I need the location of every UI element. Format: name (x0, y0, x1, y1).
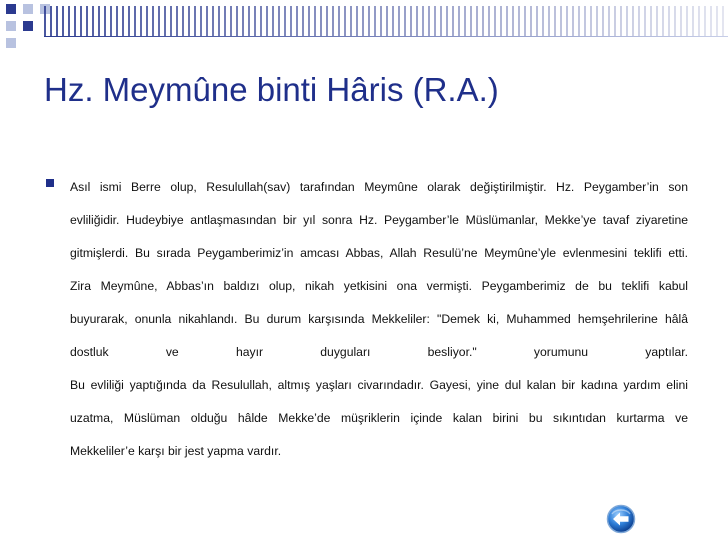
header-stripe-band (44, 6, 728, 36)
body-line: buyurarak, onunla nikahlandı. Bu durum karşısında Mekkeliler: "Demek ki, Muhammed hemşehrilerine hâlâ (70, 312, 688, 326)
body-line: gitmişlerdi. Bu sırada Peygamberimiz’in amcası Abbas, Allah Resulü’ne Meymûne’yle evlenmesini teklifi etti. (70, 246, 688, 260)
decor-square (23, 4, 33, 14)
square-bullet-icon (46, 179, 54, 187)
body-line: Mekkeliler’e karşı bir jest yapma vardır. (70, 444, 282, 458)
body-line: Bu evliliği yaptığında da Resulullah, altmış yaşları civarındadır. Gayesi, yine dul kalan bir kadına yardım elini (70, 378, 688, 392)
decor-square (6, 4, 16, 14)
slide-title: Hz. Meymûne binti Hâris (R.A.) (44, 71, 499, 108)
decor-square (23, 21, 33, 31)
decor-square (6, 38, 16, 48)
body-line: Asıl ismi Berre olup, Resulullah(sav) tarafından Meymûne olarak değiştirilmiştir. Hz. Peygamber’in son (70, 180, 688, 194)
back-arrow-icon (606, 504, 636, 534)
decor-square (6, 21, 16, 31)
body-line: evliliğidir. Hudeybiye antlaşmasından bir yıl sonra Hz. Peygamber’le Müslümanlar, Mekke’ye tavaf ziyaretine (70, 213, 688, 227)
body-line: uzatma, Müslüman olduğu hâlde Mekke’de müşriklerin içinde kalan birini bu sıkıntıdan kurtarma ve (70, 411, 688, 425)
slide-body (70, 171, 688, 468)
body-line: Zira Meymûne, Abbas’ın baldızı olup, nikah yetkisini ona vermişti. Peygamberimiz de bu teklifi kabul (70, 279, 688, 293)
header-divider (44, 36, 728, 37)
back-button[interactable] (606, 504, 636, 534)
body-line: dostluk ve hayır duyguları besliyor." yorumunu yaptılar. (70, 345, 688, 359)
